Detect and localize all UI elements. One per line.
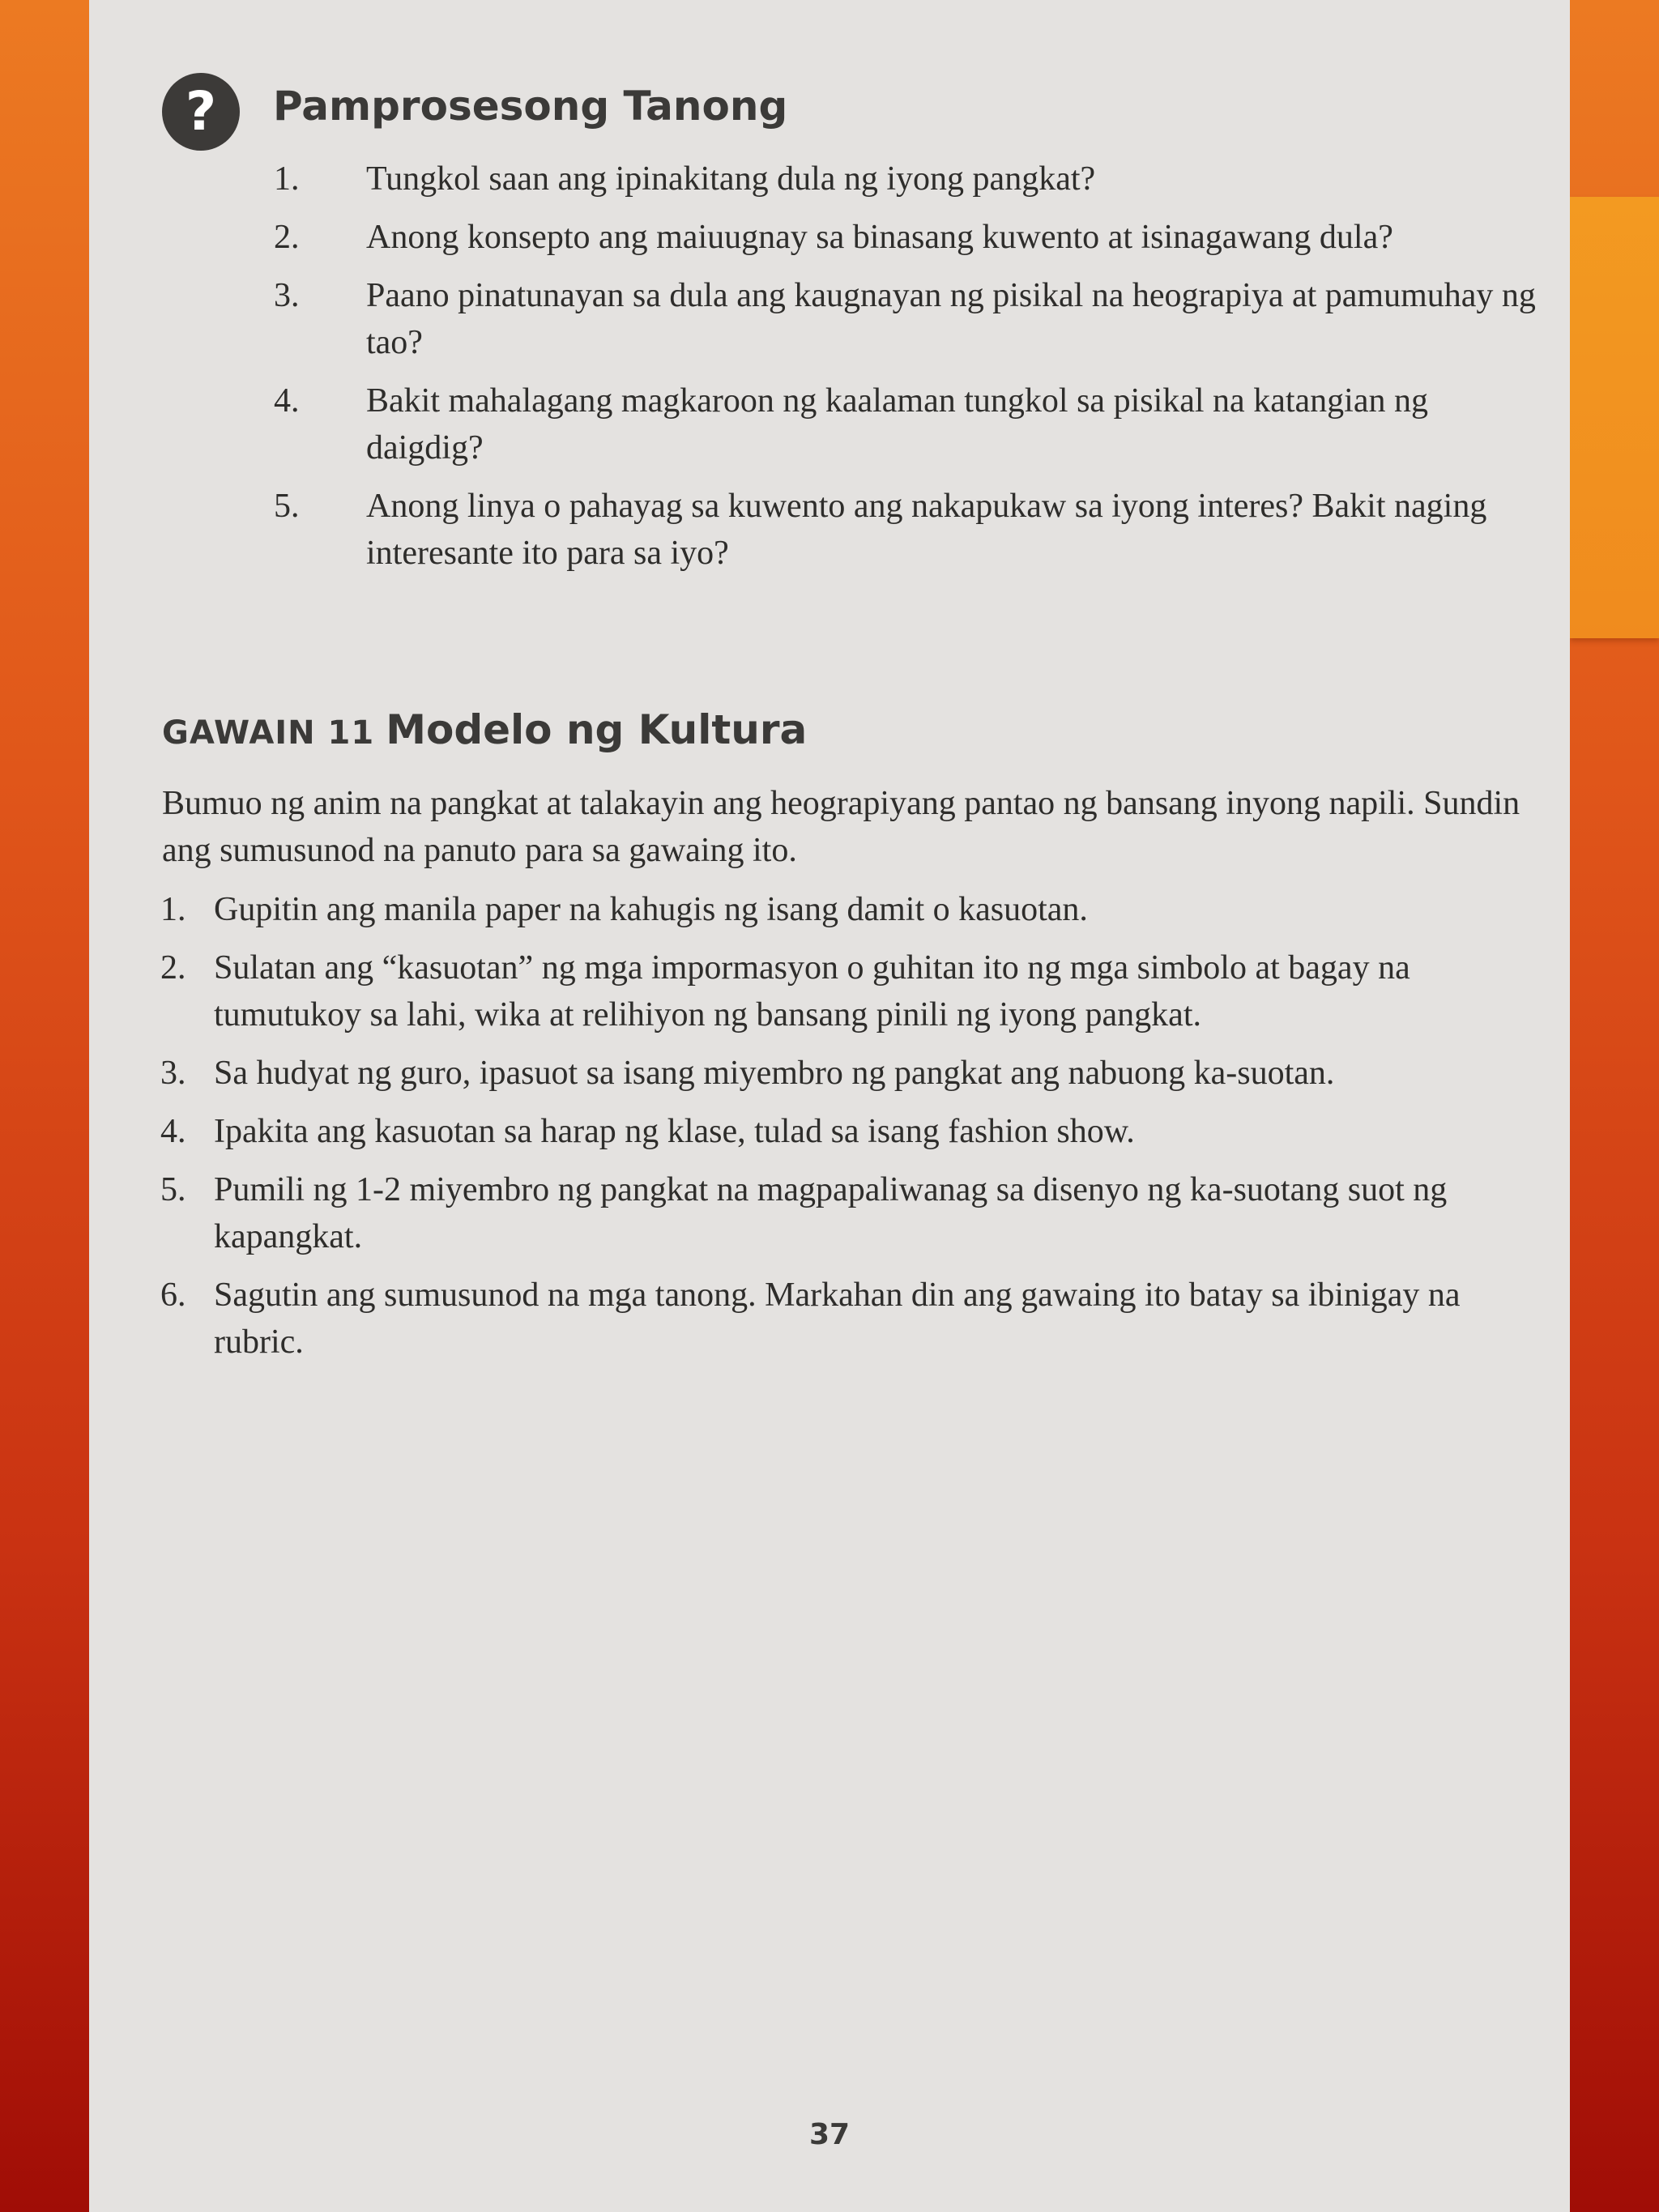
question-number: 5. bbox=[274, 488, 300, 525]
instruction-number: 4. bbox=[160, 1113, 186, 1150]
instruction-text: Sulatan ang “kasuotan” ng mga impormasyon o guhitan ito ng mga simbolo at bagay na tumutukoy sa lahi, wika at relihiyon ng bansang pinili ng iyong pangkat. bbox=[214, 949, 1410, 1034]
instruction-text: Sa hudyat ng guro, ipasuot sa isang miyembro ng pangkat ang nabuong ka-suotan. bbox=[214, 1055, 1335, 1092]
instruction-list bbox=[160, 886, 1555, 1377]
section-title: Pamprosesong Tanong bbox=[273, 83, 788, 130]
instruction-number: 1. bbox=[160, 891, 186, 928]
document-page bbox=[89, 0, 1570, 2212]
activity-heading bbox=[162, 706, 807, 753]
question-number: 1. bbox=[274, 160, 300, 198]
instruction-text: Sagutin ang sumusunod na mga tanong. Markahan din ang gawaing ito batay sa ibinigay na rubric. bbox=[214, 1276, 1461, 1361]
question-number: 4. bbox=[274, 382, 300, 420]
question-text: Bakit mahalagang magkaroon ng kaalaman tungkol sa pisikal na katangian ng daigdig? bbox=[366, 382, 1428, 467]
instruction-text: Ipakita ang kasuotan sa harap ng klase, tulad sa isang fashion show. bbox=[214, 1113, 1135, 1150]
question-list bbox=[274, 156, 1554, 588]
question-number: 3. bbox=[274, 277, 300, 314]
orange-accent-tab bbox=[1570, 197, 1659, 638]
question-text: Anong linya o pahayag sa kuwento ang nakapukaw sa iyong interes? Bakit naging interesante ito para sa iyo? bbox=[366, 488, 1487, 572]
question-item bbox=[274, 214, 1554, 261]
question-item bbox=[274, 483, 1554, 577]
question-mark-icon: ? bbox=[162, 73, 240, 151]
question-text: Tungkol saan ang ipinakitang dula ng iyong pangkat? bbox=[366, 160, 1096, 198]
question-text: Anong konsepto ang maiuugnay sa binasang kuwento at isinagawang dula? bbox=[366, 219, 1393, 256]
question-item bbox=[274, 156, 1554, 202]
instruction-item bbox=[160, 944, 1555, 1038]
question-item bbox=[274, 377, 1554, 471]
instruction-item bbox=[160, 1050, 1555, 1097]
instruction-text: Gupitin ang manila paper na kahugis ng isang damit o kasuotan. bbox=[214, 891, 1088, 928]
page-number: 37 bbox=[808, 2118, 851, 2151]
question-text: Paano pinatunayan sa dula ang kaugnayan ng pisikal na heograpiya at pamumuhay ng tao? bbox=[366, 277, 1536, 361]
instruction-item bbox=[160, 886, 1555, 933]
activity-intro: Bumuo ng anim na pangkat at talakayin ang heograpiyang pantao ng bansang inyong napili. Sundin ang sumusunod na panuto para sa gawaing ito. bbox=[162, 785, 1520, 869]
activity-label: GAWAIN 11 bbox=[162, 714, 375, 752]
instruction-number: 2. bbox=[160, 949, 186, 987]
instruction-number: 5. bbox=[160, 1171, 186, 1208]
activity-title: Modelo ng Kultura bbox=[386, 706, 808, 753]
question-number: 2. bbox=[274, 219, 300, 256]
instruction-number: 6. bbox=[160, 1276, 186, 1314]
question-item bbox=[274, 272, 1554, 366]
instruction-item bbox=[160, 1272, 1555, 1366]
instruction-item bbox=[160, 1108, 1555, 1155]
instruction-text: Pumili ng 1-2 miyembro ng pangkat na magpapaliwanag sa disenyo ng ka-suotang suot ng kapangkat. bbox=[214, 1171, 1448, 1255]
instruction-number: 3. bbox=[160, 1055, 186, 1092]
instruction-item bbox=[160, 1166, 1555, 1260]
